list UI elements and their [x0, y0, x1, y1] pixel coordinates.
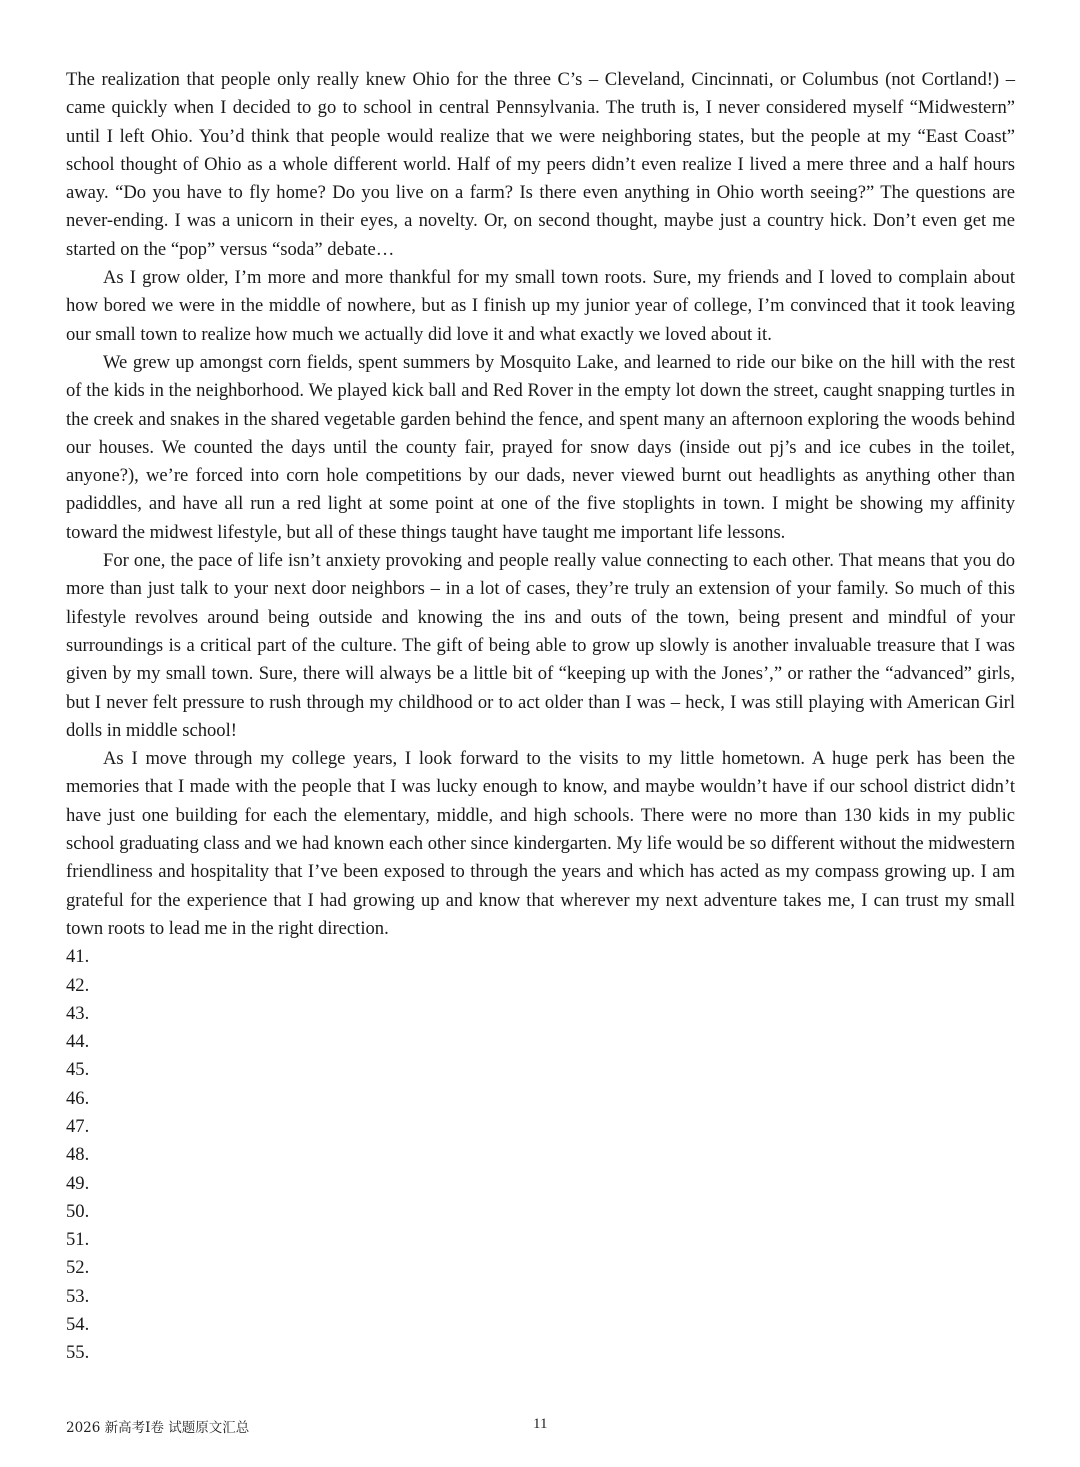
answer-number-47: 47. [66, 1115, 90, 1137]
answer-number-list [66, 943, 1015, 1367]
paragraph-1: The realization that people only really knew Ohio for the three C’s – Cleveland, Cincinnati, or Columbus (not Cortland!) – came quickly when I decided to go to school in central Pennsylvania. The truth is, I never considered myself “Midwestern” until I left Ohio. You’d think that people would realize that we were neighboring states, but the people at my “East Coast” school thought of Ohio as a whole different world. Half of my peers didn’t even realize I lived a mere three and a half hours away. “Do you have to fly home? Do you live on a farm? Is there even anything in Ohio worth seeing?” The questions are never-ending. I was a unicorn in their eyes, a novelty. Or, on second thought, maybe just a country hick. Don’t even get me started on the “pop” versus “soda” debate… [66, 69, 1015, 260]
answer-number-46: 46. [66, 1087, 90, 1109]
answer-number-41: 41. [66, 946, 90, 968]
paragraph-3: We grew up amongst corn fields, spent summers by Mosquito Lake, and learned to ride our bike on the hill with the rest of the kids in the neighborhood. We played kick ball and Red Rover in the empty lot down the street, caught snapping turtles in the creek and snakes in the shared vegetable garden behind the fence, and spent many an afternoon exploring the woods behind our houses. We counted the days until the county fair, prayed for snow days (inside out pj’s and ice cubes in the toilet, anyone?), we’re forced into corn hole competitions by our dads, never viewed burnt out headlights as anything other than padiddles, and have all run a red light at some point at one of the five stoplights in town. I might be showing my affinity toward the midwest lifestyle, but all of these things taught have taught me important life lessons. [66, 351, 1015, 543]
answer-number-45: 45. [66, 1059, 90, 1081]
answer-number-43: 43. [66, 1002, 90, 1024]
answer-number-53: 53. [66, 1285, 90, 1307]
article-body [66, 66, 1015, 943]
paragraph-4: For one, the pace of life isn’t anxiety provoking and people really value connecting to each other. That means that you do more than just talk to your next door neighbors – in a lot of cases, they’re truly an extension of your family. So much of this lifestyle revolves around being outside and knowing the ins and outs of the town, being present and mindful of your surroundings is a critical part of the culture. The gift of being able to grow up slowly is another invaluable treasure that I was given by my small town. Sure, there will always be a little bit of “keeping up with the Jones’,” or rather the “advanced” girls, but I never felt pressure to rush through my childhood or to act older than I was – heck, I was still playing with American Girl dolls in middle school! [66, 550, 1015, 741]
answer-number-55: 55. [66, 1342, 90, 1364]
paragraph-5: As I move through my college years, I look forward to the visits to my little hometown. A huge perk has been the memories that I made with the people that I was lucky enough to know, and maybe wouldn’t have if our school district didn’t have just one building for each the elementary, middle, and high schools. There were no more than 130 kids in my public school graduating class and we had known each other since kindergarten. My life would be so different without the midwestern friendliness and hospitality that I’ve been exposed to through the years and which has acted as my compass growing up. I am grateful for the experience that I had growing up and know that wherever my next adventure takes me, I can trust my small town roots to lead me in the right direction. [66, 748, 1015, 939]
footer-source-label: 2026 新高考I卷 试题原文汇总 [66, 1420, 250, 1436]
page-number: 11 [533, 1416, 548, 1432]
document-page [66, 66, 1015, 1368]
answer-number-48: 48. [66, 1144, 90, 1166]
answer-number-50: 50. [66, 1200, 90, 1222]
answer-number-51: 51. [66, 1229, 90, 1251]
answer-number-54: 54. [66, 1314, 90, 1336]
page-footer [0, 1416, 1080, 1438]
answer-number-42: 42. [66, 974, 90, 996]
answer-number-52: 52. [66, 1257, 90, 1279]
answer-number-44: 44. [66, 1031, 90, 1053]
answer-number-49: 49. [66, 1172, 90, 1194]
paragraph-2: As I grow older, I’m more and more thankful for my small town roots. Sure, my friends and I loved to complain about how bored we were in the middle of nowhere, but as I finish up my junior year of college, I’m convinced that it took leaving our small town to realize how much we actually did love it and what exactly we loved about it. [66, 267, 1015, 345]
